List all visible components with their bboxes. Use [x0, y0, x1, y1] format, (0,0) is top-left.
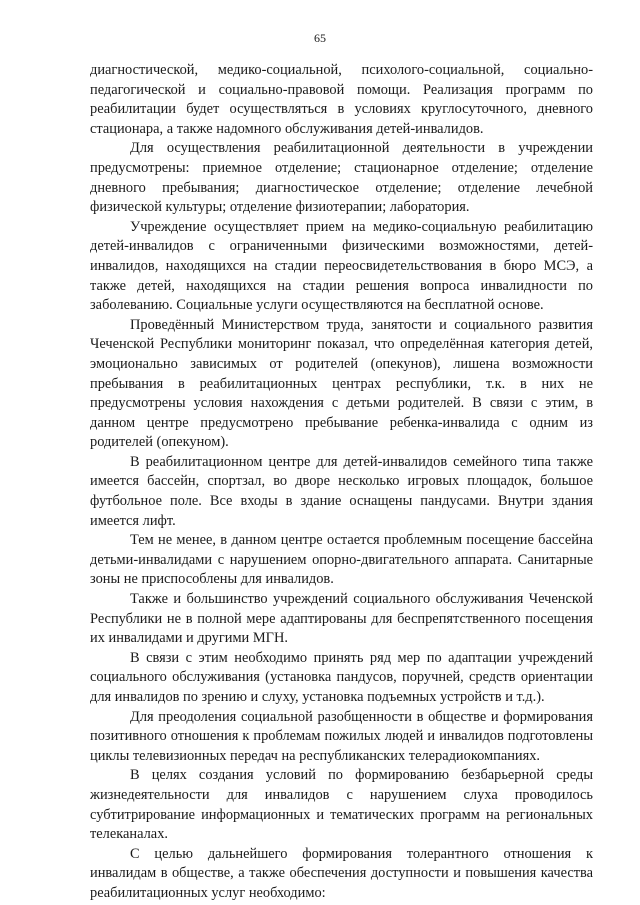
paragraph-facilities: В реабилитационном центре для детей-инвалидов семейного типа также имеется бассейн, спортзал, во дворе несколько игровых площадок, большое футбольное поле. Все входы в здание оснащены пандусами. Внутри здания имеется лифт.: [90, 453, 593, 529]
paragraph-subtitles: В целях создания условий по формированию безбарьерной среды жизнедеятельности для инвалидов с нарушением слуха проводилось субтитрирование информационных и тематических программ на региональных телеканалах.: [90, 767, 593, 843]
page-number: 65: [314, 31, 326, 45]
paragraph-admission: Учреждение осуществляет прием на медико-социальную реабилитацию детей-инвалидов с ограниченными физическими возможностями, детей-инвалидов, находящихся на стадии переосвидетельствования в бюро МСЭ, а также детей, находящихся на стадии решения вопроса инвалидности по заболеванию. Социальные услуги осуществляются на бесплатной основе.: [90, 218, 593, 314]
paragraph-tolerance: С целью дальнейшего формирования толерантного отношения к инвалидам в обществе, а также обеспечения доступности и повышения качества реабилитационных услуг необходимо:: [90, 845, 593, 901]
paragraph-continuation: диагностической, медико-социальной, психолого-социальной, социально-педагогической и социально-правовой помощи. Реализация программ по реабилитации будет осуществляться в условиях круглосуточного, дневного стационара, а также надомного обслуживания детей-инвалидов.: [90, 62, 593, 137]
paragraph-departments: Для осуществления реабилитационной деятельности в учреждении предусмотрены: приемное отделение; стационарное отделение; отделение дневного пребывания; диагностическое отделение; отделение лечебной физической культуры; отделение физиотерапии; лаборатория.: [90, 140, 593, 216]
paragraph-tv-programs: Для преодоления социальной разобщенности в обществе и формирования позитивного отношения к проблемам пожилых людей и инвалидов подготовлены циклы телевизионных передач на республиканских телерадиокомпаниях.: [90, 708, 593, 764]
paragraph-institutions: Также и большинство учреждений социального обслуживания Чеченской Республики не в полной мере адаптированы для беспрепятственного посещения их инвалидами и другими МГН.: [90, 591, 593, 647]
paragraph-pool-problem: Тем не менее, в данном центре остается проблемным посещение бассейна детьми-инвалидами с нарушением опорно-двигательного аппарата. Санитарные зоны не приспособлены для инвалидов.: [90, 532, 593, 588]
document-body: [90, 61, 593, 904]
paragraph-monitoring: Проведённый Министерством труда, занятости и социального развития Чеченской Республики мониторинг показал, что определённая категория детей, эмоционально зависимых от родителей (опекунов), лишена возможности пребывания в реабилитационных центрах республики, т.к. в них не предусмотрены условия нахождения с детьми родителей. В связи с этим, в данном центре предусмотрено пребывание ребенка-инвалида с одним из родителей (опекуном).: [90, 316, 593, 451]
paragraph-adaptation-measures: В связи с этим необходимо принять ряд мер по адаптации учреждений социального обслуживания (установка пандусов, поручней, средств ориентации для инвалидов по зрению и слуху, установка подъемных устройств и т.д.).: [90, 649, 593, 705]
